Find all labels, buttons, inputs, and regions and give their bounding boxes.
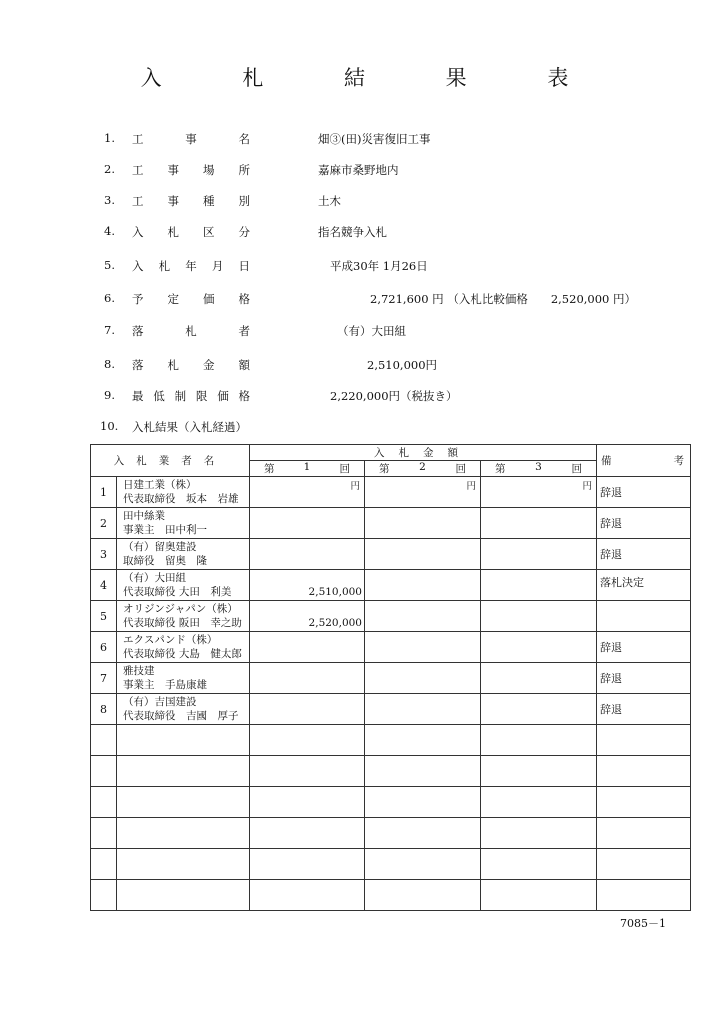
bid-amount-round-3	[481, 632, 597, 663]
item-label-char: 定	[167, 292, 179, 306]
remarks-cell: 辞退	[597, 508, 691, 539]
row-number: 5	[91, 601, 117, 632]
table-row	[91, 663, 691, 694]
info-item	[0, 357, 720, 377]
item-label-char: 別	[238, 194, 250, 208]
bid-amount-round-3	[481, 663, 597, 694]
item-label-char: 最	[132, 389, 144, 403]
table-row	[91, 477, 691, 508]
item-value: 2,721,600 円 （入札比較価格 2,520,000 円）	[370, 292, 637, 306]
row-number	[91, 787, 117, 818]
bid-amount-round-3	[481, 849, 597, 880]
bid-value: 2,520,000	[308, 617, 362, 629]
bid-amount-round-1	[250, 539, 365, 570]
bid-amount-round-3	[481, 508, 597, 539]
item-label-char: 限	[195, 389, 208, 403]
bid-amount-round-2	[365, 663, 481, 694]
bidder-cell	[117, 508, 250, 539]
row-number	[91, 818, 117, 849]
info-item	[0, 388, 720, 408]
item-number: 9.	[104, 388, 115, 402]
remarks-cell	[597, 849, 691, 880]
item-value: 平成30年 1月26日	[330, 259, 428, 273]
representative-name: 取締役 留奥 隆	[123, 555, 207, 567]
table-row	[91, 570, 691, 601]
row-number: 6	[91, 632, 117, 663]
company-name: （有）吉国建設	[123, 696, 197, 708]
item-label-char: 価	[203, 292, 215, 306]
item-label	[132, 224, 250, 240]
bid-value: 2,510,000	[308, 586, 362, 598]
representative-name: 代表取締役 大田 利美	[123, 586, 232, 598]
remarks-cell	[597, 756, 691, 787]
bid-amount-round-1	[250, 663, 365, 694]
row-number	[91, 880, 117, 911]
table-row	[91, 787, 691, 818]
bid-amount-round-1	[250, 787, 365, 818]
remarks-cell	[597, 818, 691, 849]
item-label-char: 所	[238, 163, 250, 177]
item-label-char: 事	[185, 132, 197, 146]
bid-amount-round-1	[250, 632, 365, 663]
header-round-1: 第 1 回	[250, 461, 365, 477]
representative-name: 代表取締役 吉國 厚子	[123, 710, 239, 722]
item-label: 入札結果（入札経過）	[132, 420, 247, 434]
remarks-cell	[597, 880, 691, 911]
item-label-char: 日	[238, 259, 250, 273]
bid-amount-round-2	[365, 694, 481, 725]
item-number: 8.	[104, 357, 115, 371]
bidder-cell	[117, 756, 250, 787]
remarks-cell	[597, 787, 691, 818]
item-number: 2.	[104, 162, 115, 176]
item-label-char: 格	[238, 389, 250, 403]
remarks-cell: 辞退	[597, 477, 691, 508]
company-name: （有）大田組	[123, 572, 186, 584]
item-number: 1.	[104, 131, 115, 145]
item-number: 7.	[104, 323, 115, 337]
remarks-cell: 辞退	[597, 694, 691, 725]
company-name: 田中絲業	[123, 510, 165, 522]
bid-amount-round-1	[250, 725, 365, 756]
item-number: 4.	[104, 224, 115, 238]
row-number	[91, 756, 117, 787]
page-title: 入 札 結 果 表	[140, 66, 606, 90]
item-label	[132, 193, 250, 209]
item-value: 土木	[318, 194, 341, 208]
bid-amount-round-2	[365, 756, 481, 787]
bid-amount-round-1	[250, 880, 365, 911]
bidder-cell	[117, 880, 250, 911]
info-item	[0, 258, 720, 278]
bid-amount-round-2	[365, 477, 481, 508]
bidder-cell	[117, 818, 250, 849]
item-label-char: 額	[238, 358, 250, 372]
info-item	[0, 323, 720, 343]
bidder-cell	[117, 632, 250, 663]
bid-amount-round-2	[365, 539, 481, 570]
header-round-2: 第 2 回	[365, 461, 481, 477]
bidder-cell	[117, 787, 250, 818]
bid-amount-round-2	[365, 570, 481, 601]
bid-amount-round-3	[481, 539, 597, 570]
bid-amount-round-1	[250, 570, 365, 601]
row-number	[91, 725, 117, 756]
item-label	[132, 291, 250, 307]
info-item	[0, 193, 720, 213]
company-name: （有）留奥建設	[123, 541, 197, 553]
table-row	[91, 539, 691, 570]
bid-amount-round-2	[365, 601, 481, 632]
row-number	[91, 849, 117, 880]
bidder-cell	[117, 601, 250, 632]
bidder-cell	[117, 849, 250, 880]
bid-amount-round-2	[365, 508, 481, 539]
table-row	[91, 632, 691, 663]
row-number: 3	[91, 539, 117, 570]
info-item	[0, 131, 720, 151]
representative-name: 事業主 田中利一	[123, 524, 207, 536]
bid-amount-round-2	[365, 725, 481, 756]
info-item	[0, 162, 720, 182]
table-row	[91, 508, 691, 539]
table-row	[91, 880, 691, 911]
item-label-char: 名	[238, 132, 250, 146]
bid-amount-round-3	[481, 477, 597, 508]
row-number: 2	[91, 508, 117, 539]
item-label-char: 月	[211, 259, 224, 273]
info-item	[0, 291, 720, 311]
item-label-char: 工	[132, 132, 144, 146]
representative-name: 代表取締役 坂本 岩雄	[123, 493, 239, 505]
item-label	[132, 131, 250, 147]
remarks-cell	[597, 601, 691, 632]
yen-unit: 円	[466, 481, 476, 492]
bid-amount-round-3	[481, 818, 597, 849]
item-value: 2,220,000円（税抜き）	[330, 389, 458, 403]
row-number: 1	[91, 477, 117, 508]
bid-amount-round-3	[481, 601, 597, 632]
item-value: 2,510,000円	[367, 358, 438, 372]
item-label-char: 札	[185, 324, 197, 338]
item-label	[132, 388, 250, 404]
bidder-cell	[117, 663, 250, 694]
header-bid-amount: 入札金額	[250, 445, 597, 461]
bidder-cell	[117, 570, 250, 601]
company-name: エクスパンド（株）	[123, 634, 218, 646]
item-label-char: 落	[132, 324, 144, 338]
item-label	[132, 258, 250, 274]
item-label-char: 札	[167, 358, 179, 372]
remarks-cell: 辞退	[597, 539, 691, 570]
bid-amount-round-2	[365, 818, 481, 849]
row-number: 8	[91, 694, 117, 725]
item-label-char: 区	[203, 225, 215, 239]
info-item	[0, 224, 720, 244]
bid-amount-round-1	[250, 508, 365, 539]
bidder-cell	[117, 539, 250, 570]
bid-amount-round-3	[481, 694, 597, 725]
item-label-char: 札	[167, 225, 179, 239]
item-value: 指名競争入札	[318, 225, 387, 239]
item-label-char: 工	[132, 194, 144, 208]
item-label-char: 工	[132, 163, 144, 177]
company-name: 日建工業（株）	[123, 479, 197, 491]
item-value: 嘉麻市桑野地内	[318, 163, 399, 177]
bid-amount-round-2	[365, 880, 481, 911]
yen-unit: 円	[350, 481, 360, 492]
bid-amount-round-1	[250, 756, 365, 787]
item-label-char: 分	[238, 225, 250, 239]
info-item	[0, 419, 720, 439]
bidder-cell	[117, 694, 250, 725]
bidder-cell	[117, 725, 250, 756]
remarks-cell: 辞退	[597, 632, 691, 663]
company-name: オリジンジャパン（株）	[123, 603, 238, 615]
bid-amount-round-1	[250, 477, 365, 508]
bid-amount-round-1	[250, 601, 365, 632]
row-number: 7	[91, 663, 117, 694]
bid-amount-round-3	[481, 880, 597, 911]
item-label-char: 金	[203, 358, 215, 372]
bid-amount-round-1	[250, 818, 365, 849]
item-label-char: 年	[185, 259, 197, 273]
table-row	[91, 725, 691, 756]
bid-amount-round-1	[250, 694, 365, 725]
table-row	[91, 756, 691, 787]
item-label-char: 入	[132, 259, 144, 273]
yen-unit: 円	[582, 481, 592, 492]
item-value: 畑③(田)災害復旧工事	[318, 132, 431, 146]
table-row	[91, 818, 691, 849]
item-label-char: 場	[203, 163, 215, 177]
item-number: 3.	[104, 193, 115, 207]
bid-amount-round-3	[481, 787, 597, 818]
item-label-char: 入	[132, 225, 144, 239]
item-number: 10.	[100, 419, 119, 433]
remarks-cell	[597, 725, 691, 756]
item-label-char: 種	[203, 194, 215, 208]
item-number: 6.	[104, 291, 115, 305]
item-label	[132, 357, 250, 373]
item-number: 5.	[104, 258, 115, 272]
item-label	[132, 323, 250, 339]
header-bidder-name: 入札業者名	[91, 445, 250, 477]
bid-amount-round-3	[481, 570, 597, 601]
remarks-cell: 落札決定	[597, 570, 691, 601]
bid-results-table	[90, 444, 691, 911]
representative-name: 代表取締役 阪田 幸之助	[123, 617, 242, 629]
remarks-cell: 辞退	[597, 663, 691, 694]
header-remarks: 備 考	[597, 445, 691, 477]
bid-amount-round-2	[365, 849, 481, 880]
bidder-cell	[117, 477, 250, 508]
item-value: （有）大田組	[337, 324, 406, 338]
table-row	[91, 601, 691, 632]
item-label-char: 落	[132, 358, 144, 372]
item-label-char: 者	[238, 324, 250, 338]
item-label-char: 札	[158, 259, 171, 273]
item-label-char: 事	[167, 163, 179, 177]
item-label-char: 事	[167, 194, 179, 208]
bid-amount-round-3	[481, 756, 597, 787]
table-row	[91, 849, 691, 880]
item-label	[132, 162, 250, 178]
bid-amount-round-1	[250, 849, 365, 880]
row-number: 4	[91, 570, 117, 601]
bid-amount-round-3	[481, 725, 597, 756]
item-label-char: 制	[174, 389, 187, 403]
header-round-3: 第 3 回	[481, 461, 597, 477]
item-label-char: 予	[132, 292, 144, 306]
item-label-char: 低	[153, 389, 165, 403]
bid-amount-round-2	[365, 787, 481, 818]
bid-amount-round-2	[365, 632, 481, 663]
page-number: 7085－1	[620, 917, 666, 930]
item-label-char: 格	[238, 292, 250, 306]
item-label-char: 価	[217, 389, 229, 403]
company-name: 雅技建	[123, 665, 155, 677]
representative-name: 事業主 手島康雄	[123, 679, 207, 691]
table-row	[91, 694, 691, 725]
representative-name: 代表取締役 大島 健太郎	[123, 648, 242, 660]
